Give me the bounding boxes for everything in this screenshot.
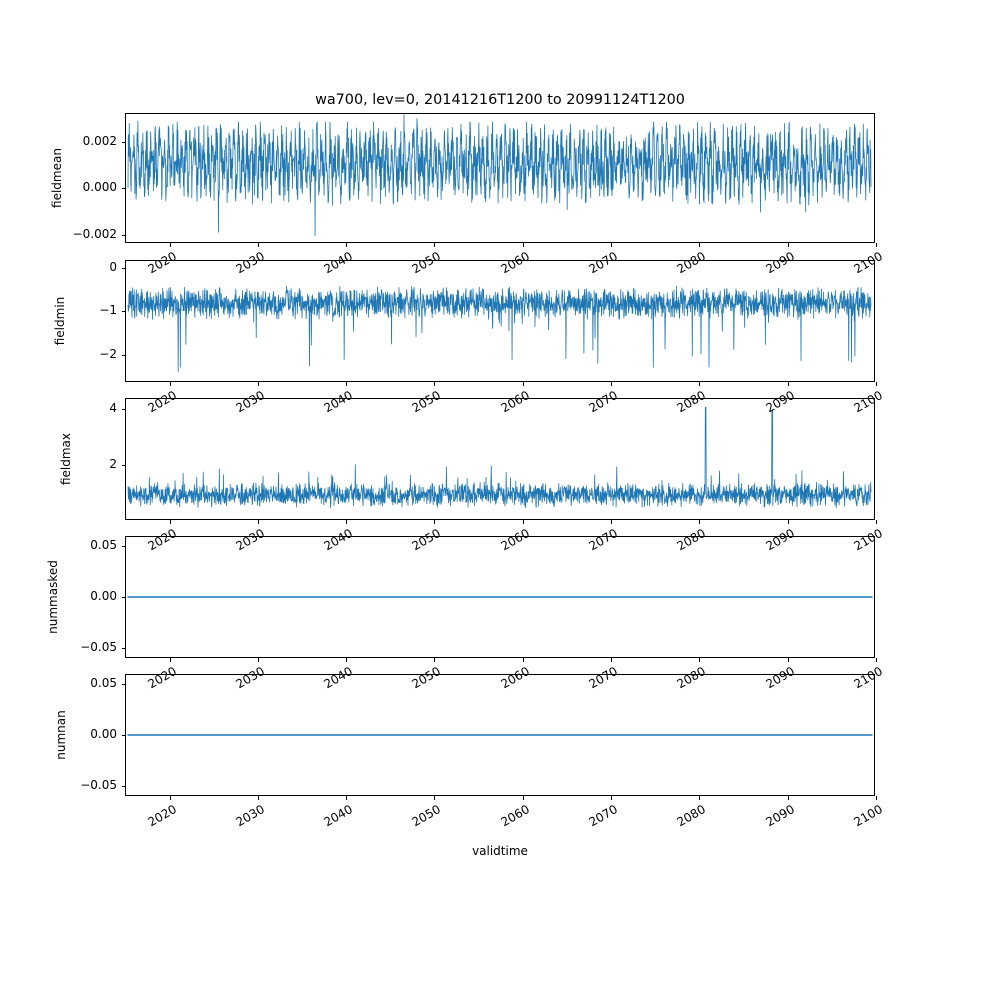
x-tick-mark	[611, 658, 612, 662]
y-tick-mark	[122, 735, 126, 736]
x-tick-label: 2090	[763, 802, 797, 830]
x-tick-label: 2030	[233, 526, 267, 554]
x-tick-mark	[170, 520, 171, 524]
x-tick-mark	[170, 796, 171, 800]
x-tick-label: 2060	[498, 526, 532, 554]
x-tick-mark	[523, 520, 524, 524]
ylabel-fieldmin: fieldmin	[53, 296, 67, 346]
y-tick-mark	[122, 409, 126, 410]
x-tick-label: 2090	[763, 249, 797, 277]
x-tick-label: 2040	[321, 388, 356, 416]
x-tick-mark	[699, 658, 700, 662]
y-tick-mark	[122, 268, 126, 269]
x-tick-label: 2080	[674, 249, 709, 277]
x-tick-label: 2070	[586, 388, 620, 416]
x-tick-mark	[346, 243, 347, 247]
x-tick-label: 2060	[498, 664, 532, 692]
x-tick-mark	[434, 243, 435, 247]
xlabel: validtime	[472, 844, 528, 858]
y-tick-mark	[122, 465, 126, 466]
x-tick-mark	[611, 382, 612, 386]
x-tick-mark	[876, 243, 877, 247]
y-tick-label: 0.000	[82, 180, 117, 195]
x-tick-mark	[699, 243, 700, 247]
series-line-fieldmean	[128, 115, 871, 236]
y-tick-mark	[122, 188, 126, 189]
x-tick-mark	[876, 382, 877, 386]
x-tick-label: 2100	[851, 249, 885, 277]
ylabel-fieldmean: fieldmean	[50, 148, 64, 208]
x-tick-label: 2080	[674, 802, 709, 830]
x-tick-mark	[699, 382, 700, 386]
y-tick-mark	[122, 648, 126, 649]
x-tick-mark	[170, 243, 171, 247]
y-tick-mark	[122, 597, 126, 598]
y-tick-label: −0.05	[80, 777, 117, 792]
x-tick-mark	[876, 520, 877, 524]
x-tick-label: 2030	[233, 802, 267, 830]
x-tick-mark	[876, 796, 877, 800]
x-tick-label: 2050	[409, 802, 444, 830]
x-tick-mark	[258, 796, 259, 800]
x-tick-label: 2080	[674, 664, 709, 692]
y-tick-mark	[122, 311, 126, 312]
x-tick-mark	[523, 796, 524, 800]
y-tick-label: 0.002	[82, 134, 117, 148]
x-tick-mark	[788, 382, 789, 386]
x-tick-label: 2030	[233, 664, 267, 692]
x-tick-mark	[523, 243, 524, 247]
x-tick-label: 2040	[321, 664, 356, 692]
x-tick-mark	[258, 520, 259, 524]
x-tick-label: 2050	[409, 664, 444, 692]
x-tick-label: 2060	[498, 249, 532, 277]
x-tick-mark	[699, 520, 700, 524]
x-tick-label: 2090	[763, 388, 797, 416]
x-tick-label: 2040	[321, 249, 356, 277]
x-tick-mark	[258, 243, 259, 247]
x-tick-label: 2070	[586, 526, 620, 554]
x-tick-mark	[434, 658, 435, 662]
ylabel-fieldmax: fieldmax	[59, 432, 73, 486]
x-tick-mark	[611, 520, 612, 524]
x-tick-label: 2050	[409, 249, 444, 277]
x-tick-mark	[788, 520, 789, 524]
x-tick-mark	[258, 382, 259, 386]
x-tick-label: 2090	[763, 664, 797, 692]
x-tick-mark	[346, 382, 347, 386]
y-tick-mark	[122, 546, 126, 547]
x-tick-mark	[434, 796, 435, 800]
x-tick-mark	[788, 658, 789, 662]
x-tick-mark	[170, 382, 171, 386]
x-tick-label: 2100	[851, 388, 885, 416]
x-tick-label: 2020	[145, 664, 179, 692]
x-tick-label: 2020	[145, 526, 179, 554]
x-tick-mark	[434, 382, 435, 386]
panel-fieldmean	[125, 113, 875, 243]
x-tick-mark	[876, 658, 877, 662]
x-tick-label: 2020	[145, 249, 179, 277]
x-tick-mark	[346, 658, 347, 662]
x-tick-mark	[611, 796, 612, 800]
plot-area-fieldmean	[126, 114, 874, 242]
ylabel-nummasked: nummasked	[46, 560, 60, 634]
x-tick-label: 2070	[586, 249, 620, 277]
y-tick-label: 0	[109, 259, 117, 274]
x-tick-mark	[170, 658, 171, 662]
x-tick-label: 2020	[145, 388, 179, 416]
y-tick-label: 0.00	[90, 589, 117, 603]
y-tick-mark	[122, 786, 126, 787]
x-tick-mark	[788, 243, 789, 247]
x-tick-mark	[346, 796, 347, 800]
x-tick-label: 2100	[851, 526, 885, 554]
y-tick-mark	[122, 235, 126, 236]
ylabel-numnan: numnan	[54, 710, 68, 760]
x-tick-mark	[434, 520, 435, 524]
x-tick-mark	[523, 658, 524, 662]
x-tick-mark	[523, 382, 524, 386]
y-tick-label: 0.05	[90, 676, 117, 691]
x-tick-mark	[611, 243, 612, 247]
x-tick-label: 2030	[233, 249, 267, 277]
y-tick-mark	[122, 142, 126, 143]
y-tick-label: −0.002	[72, 226, 117, 241]
x-tick-label: 2060	[498, 388, 532, 416]
series-line-fieldmin	[128, 286, 871, 372]
x-tick-label: 2090	[763, 526, 797, 554]
x-tick-label: 2100	[851, 664, 885, 692]
page-title: wa700, lev=0, 20141216T1200 to 20991124T1200	[315, 92, 685, 108]
y-tick-label: −1	[99, 303, 117, 318]
x-tick-mark	[258, 658, 259, 662]
series-line-fieldmax	[128, 407, 871, 508]
y-tick-label: 0.05	[90, 538, 117, 553]
x-tick-label: 2050	[409, 526, 444, 554]
x-tick-mark	[699, 796, 700, 800]
y-tick-label: 2	[109, 457, 117, 472]
x-tick-label: 2100	[851, 802, 885, 830]
x-tick-label: 2080	[674, 388, 709, 416]
x-tick-label: 2030	[233, 388, 267, 416]
x-tick-mark	[346, 520, 347, 524]
x-tick-label: 2040	[321, 526, 356, 554]
x-tick-label: 2070	[586, 664, 620, 692]
x-tick-label: 2020	[145, 802, 179, 830]
x-tick-label: 2050	[409, 388, 444, 416]
y-tick-label: −2	[99, 347, 117, 361]
y-tick-mark	[122, 684, 126, 685]
x-tick-label: 2070	[586, 802, 620, 830]
y-tick-label: −0.05	[80, 639, 117, 654]
x-tick-label: 2040	[321, 802, 356, 830]
y-tick-mark	[122, 355, 126, 356]
y-tick-label: 0.00	[90, 727, 117, 741]
x-tick-label: 2060	[498, 802, 532, 830]
x-tick-label: 2080	[674, 526, 709, 554]
x-tick-mark	[788, 796, 789, 800]
y-tick-label: 4	[109, 401, 117, 416]
